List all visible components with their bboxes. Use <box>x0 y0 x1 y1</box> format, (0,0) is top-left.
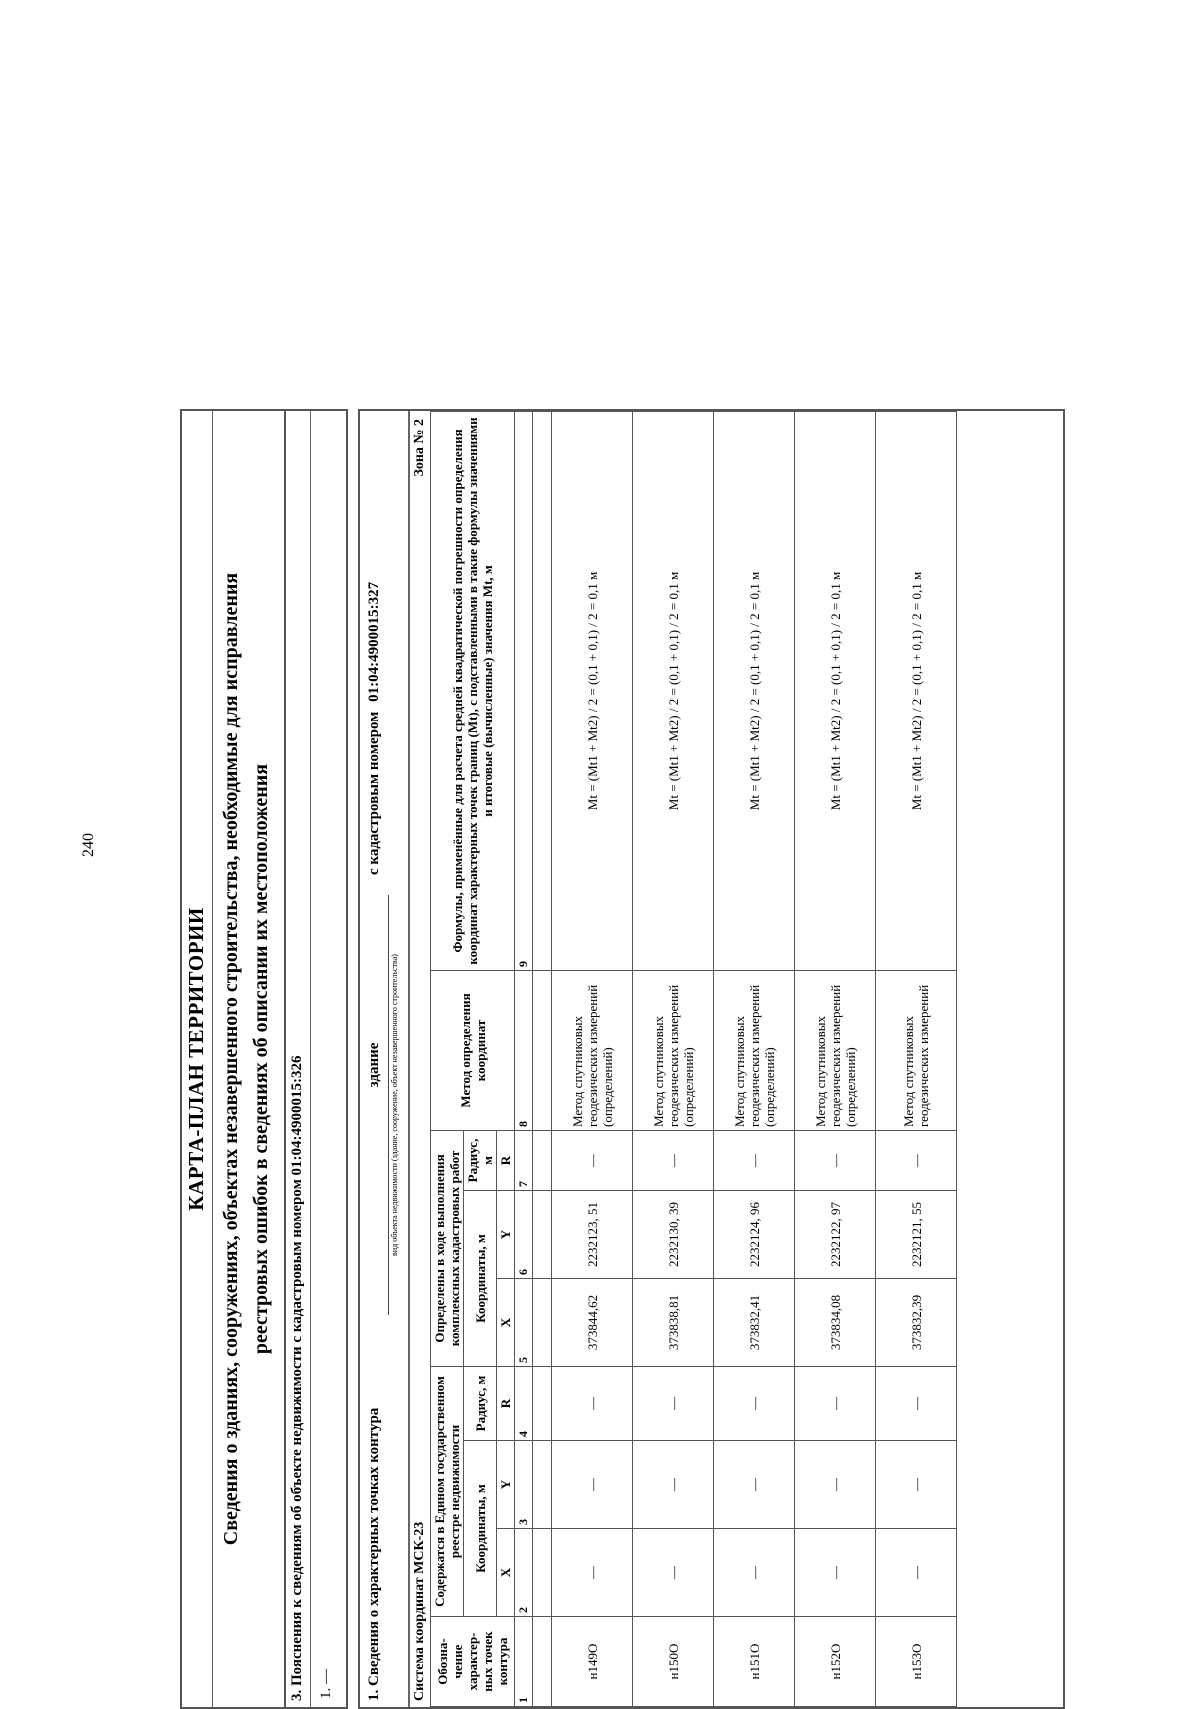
registry-r: — <box>633 1366 714 1440</box>
survey-x: 373832,41 <box>714 1278 795 1366</box>
document-title: КАРТА-ПЛАН ТЕРРИТОРИИ <box>184 411 213 1707</box>
column-number: 8 <box>515 970 533 1130</box>
registry-y: — <box>795 1441 876 1529</box>
point-id: н152О <box>795 1617 876 1707</box>
registry-y: — <box>876 1441 957 1529</box>
coordinate-system: Система координат МСК-23 <box>412 1521 427 1701</box>
survey-y: 2232123, 51 <box>552 1190 633 1278</box>
survey-r: — <box>795 1130 876 1190</box>
survey-x: 373832,39 <box>876 1278 957 1366</box>
section-heading: 1. Сведения о характерных точках контура <box>366 1407 382 1701</box>
subtitle-line-2: реестровых ошибок в сведениях об описании их местоположения <box>250 763 272 1355</box>
method-cell: Метод спутниковых геодезических измерений <box>876 970 957 1130</box>
registry-r: — <box>552 1366 633 1440</box>
registry-x: — <box>795 1529 876 1617</box>
explanations-item: 1. — <box>318 1669 334 1699</box>
cadastral-number-line <box>366 582 383 875</box>
registry-y: — <box>552 1441 633 1529</box>
table-row <box>633 412 714 1707</box>
explanations-heading: 3. Пояснения к сведениям об объекте недвижимости с кадастровым номером 01:04:4900015:326 <box>289 1055 305 1701</box>
survey-r: — <box>714 1130 795 1190</box>
header-point: Обозна- чение характер- ных точек контура <box>431 1617 515 1707</box>
document-subtitle <box>216 431 276 1687</box>
column-number: 5 <box>515 1278 533 1366</box>
underline <box>388 895 389 1315</box>
header-r: R <box>497 1130 515 1190</box>
divider <box>310 411 311 1707</box>
method-cell: Метод спутниковых геодезических измерений (определений) <box>633 970 714 1130</box>
column-number-row <box>515 412 533 1707</box>
survey-y: 2232121, 55 <box>876 1190 957 1278</box>
points-table <box>430 411 957 1707</box>
survey-y: 2232130, 39 <box>633 1190 714 1278</box>
column-number: 9 <box>515 412 533 971</box>
method-cell: Метод спутниковых геодезических измерений (определений) <box>795 970 876 1130</box>
survey-x: 373834,08 <box>795 1278 876 1366</box>
column-number: 1 <box>515 1617 533 1707</box>
header-radius: Радиус, м <box>464 1130 497 1190</box>
survey-r: — <box>633 1130 714 1190</box>
registry-y: — <box>714 1441 795 1529</box>
formula-cell: Mt = (Mt1 + Mt2) / 2 = (0,1 + 0,1) / 2 = 0,1 м <box>552 412 633 971</box>
registry-x: — <box>714 1529 795 1617</box>
registry-r: — <box>795 1366 876 1440</box>
zone-label: Зона № 2 <box>412 419 427 477</box>
point-id: н150О <box>633 1617 714 1707</box>
header-method: Метод определения координат <box>431 970 515 1130</box>
survey-y: 2232122, 97 <box>795 1190 876 1278</box>
rotated-sheet <box>180 409 1065 1709</box>
registry-x: — <box>552 1529 633 1617</box>
column-number: 3 <box>515 1441 533 1529</box>
registry-r: — <box>714 1366 795 1440</box>
header-registry-group: Содержатся в Едином государственном реестре недвижимости <box>431 1366 464 1616</box>
header-x: X <box>497 1278 515 1366</box>
table-row <box>552 412 633 1707</box>
table-row <box>876 412 957 1707</box>
divider <box>408 411 410 1707</box>
survey-r: — <box>876 1130 957 1190</box>
spacer-row <box>533 412 552 1707</box>
registry-x: — <box>633 1529 714 1617</box>
point-id: н151О <box>714 1617 795 1707</box>
column-number: 4 <box>515 1366 533 1440</box>
points-section <box>358 409 1065 1709</box>
column-number: 7 <box>515 1130 533 1190</box>
title-block <box>180 409 286 1709</box>
header-radius: Радиус, м <box>464 1366 497 1440</box>
survey-r: — <box>552 1130 633 1190</box>
header-survey-group: Определены в ходе выполнения комплексных кадастровых работ <box>431 1130 464 1366</box>
header-x: X <box>497 1529 515 1617</box>
explanations-block <box>286 409 348 1709</box>
column-number: 6 <box>515 1190 533 1278</box>
header-row <box>431 412 464 1707</box>
subtitle-line-1: Сведения о зданиях, сооружениях, объектах незавершенного строительства, необходимые для исправления <box>220 572 242 1546</box>
header-y: Y <box>497 1190 515 1278</box>
cadastral-label: с кадастровым номером <box>366 711 382 875</box>
cadastral-number: 01:04:4900015:327 <box>366 581 382 702</box>
formula-cell: Mt = (Mt1 + Mt2) / 2 = (0,1 + 0,1) / 2 = 0,1 м <box>714 412 795 971</box>
table-row <box>714 412 795 1707</box>
header-formula: Формулы, применённые для расчета средней квадратической погрешности определения координат характерных точек границ (Mt), с подставленными в такие формулы значениями и итоговые (вычисленные) значения Mt, м <box>431 412 515 971</box>
formula-cell: Mt = (Mt1 + Mt2) / 2 = (0,1 + 0,1) / 2 = 0,1 м <box>876 412 957 971</box>
method-cell: Метод спутниковых геодезических измерений (определений) <box>714 970 795 1130</box>
point-id: н153О <box>876 1617 957 1707</box>
page-number: 240 <box>80 833 97 857</box>
registry-x: — <box>876 1529 957 1617</box>
registry-r: — <box>876 1366 957 1440</box>
point-id: н149О <box>552 1617 633 1707</box>
header-coords: Координаты, м <box>464 1441 497 1617</box>
column-number: 2 <box>515 1529 533 1617</box>
header-coords: Координаты, м <box>464 1190 497 1366</box>
table-row <box>795 412 876 1707</box>
formula-cell: Mt = (Mt1 + Mt2) / 2 = (0,1 + 0,1) / 2 = 0,1 м <box>633 412 714 971</box>
object-type: здание <box>366 1042 382 1088</box>
survey-x: 373838,81 <box>633 1278 714 1366</box>
header-y: Y <box>497 1441 515 1529</box>
method-cell: Метод спутниковых геодезических измерений (определений) <box>552 970 633 1130</box>
registry-y: — <box>633 1441 714 1529</box>
object-type-hint: вид объекта недвижимости (здание, сооружение, объект незавершенного строительства) <box>390 954 399 1256</box>
header-r: R <box>497 1366 515 1440</box>
formula-cell: Mt = (Mt1 + Mt2) / 2 = (0,1 + 0,1) / 2 = 0,1 м <box>795 412 876 971</box>
survey-y: 2232124, 96 <box>714 1190 795 1278</box>
survey-x: 373844,62 <box>552 1278 633 1366</box>
